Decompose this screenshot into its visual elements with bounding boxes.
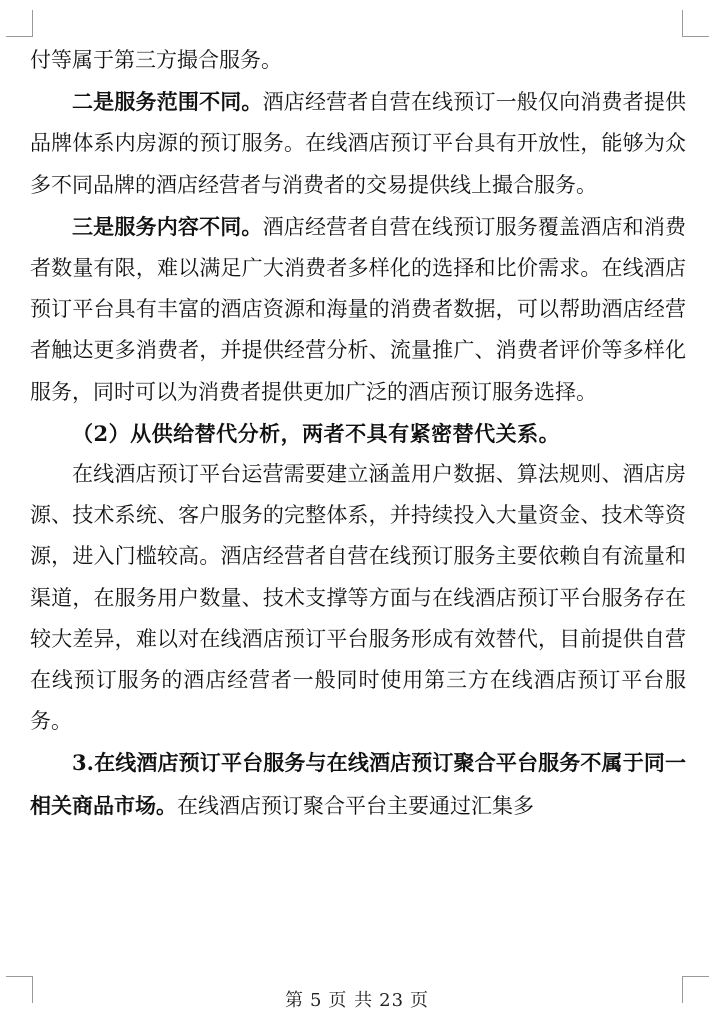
footer-page-number: 5	[309, 990, 323, 1011]
paragraph-service-content	[30, 206, 686, 413]
document-body	[30, 40, 686, 827]
section-heading-supply-substitution: （2）从供给替代分析，两者不具有紧密替代关系。	[72, 420, 561, 446]
footer-page-mid: 页 共	[328, 990, 374, 1011]
footer-page-suffix: 页	[410, 990, 430, 1011]
page-footer	[0, 986, 714, 1012]
paragraph-service-scope	[30, 81, 686, 206]
crop-mark-top-right	[682, 10, 709, 37]
paragraph-text: 在线酒店预订聚合平台主要通过汇集多	[177, 793, 534, 818]
paragraph-text: 酒店经营者自营在线预订服务覆盖酒店和消费者数量有限，难以满足广大消费者多样化的选择和比价需求。在线酒店预订平台具有丰富的酒店资源和海量的消费者数据，可以帮助酒店经营者触达更多消费者，并提供经营分析、流量推广、消费者评价等多样化服务，同时可以为消费者提供更加广泛的酒店预订服务选择。	[30, 214, 687, 404]
footer-page-total: 23	[379, 990, 405, 1011]
crop-mark-top-left	[6, 10, 33, 37]
paragraph-lead-bold: 3.在线酒店预订平台服务与在线酒店预订聚合平台服务不属于同一相关商品市场。	[30, 750, 686, 818]
paragraph-lead-bold: 二是服务范围不同。	[72, 89, 263, 115]
paragraph-lead-bold: 三是服务内容不同。	[72, 213, 263, 239]
paragraph-text: 酒店经营者自营在线预订一般仅向消费者提供品牌体系内房源的预订服务。在线酒店预订平台具有开放性，能够为众多不同品牌的酒店经营者与消费者的交易提供线上撮合服务。	[30, 90, 687, 197]
paragraph-continuation: 付等属于第三方撮合服务。	[30, 48, 282, 72]
footer-page-prefix: 第	[284, 990, 304, 1011]
paragraph-supply-analysis: 在线酒店预订平台运营需要建立涵盖用户数据、算法规则、酒店房源、技术系统、客户服务的完整体系，并持续投入大量资金、技术等资源，进入门槛较高。酒店经营者自营在线预订服务主要依赖自有流量和渠道，在服务用户数量、技术支撑等方面与在线酒店预订平台服务存在较大差异，难以对在线酒店预订平台服务形成有效替代，目前提供自营在线预订服务的酒店经营者一般同时使用第三方在线酒店预订平台服务。	[30, 462, 686, 734]
paragraph-aggregator-market	[30, 742, 686, 826]
